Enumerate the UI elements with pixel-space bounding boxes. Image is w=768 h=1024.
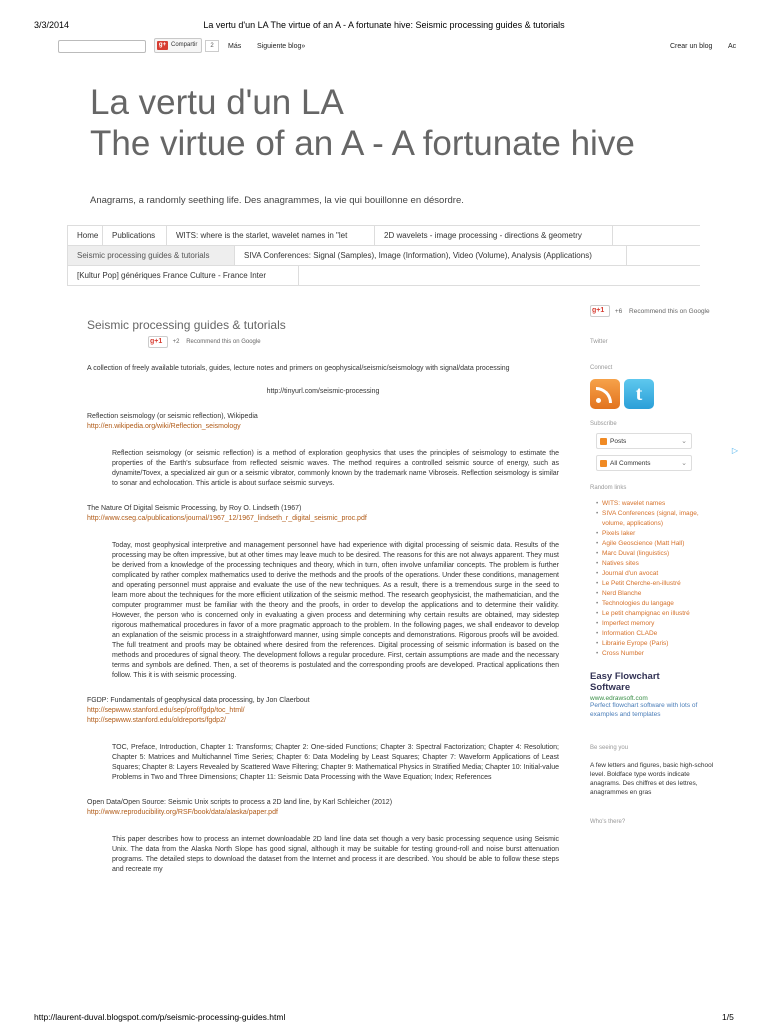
gplus-share-count: 2: [205, 40, 219, 52]
random-links-list: [590, 499, 720, 659]
reference-quote: This paper describes how to process an internet downloadable 2D land line data set though a very basic processing sequence using Seismic Unix. The data from the Alaska North Slope has good signal, although it may be suitable for testing ground-roll and noise burst attenuation programs. The detailed steps to download the dataset from the Internet and process it are described. You should be able to follow these steps and recreate my: [112, 836, 559, 873]
gplus-recommend-text: Recommend this on Google: [629, 307, 710, 315]
reference-link[interactable]: http://www.reproducibility.org/RSF/book/data/alaska/paper.pdf: [87, 809, 278, 816]
random-link[interactable]: • Marc Duval (linguistics): [596, 549, 720, 559]
reference-title: Reflection seismology (or seismic reflection), Wikipedia: [87, 413, 258, 420]
gplus-recommend-text: Recommend this on Google: [186, 339, 261, 345]
reference-title: Open Data/Open Source: Seismic Unix scripts to process a 2D land line, by Karl Schleicher (2012): [87, 799, 393, 806]
random-link[interactable]: • Le petit champignac en illustré: [596, 609, 720, 619]
blog-title-line2: The virtue of an A - A fortunate hive: [90, 124, 635, 163]
subscribe-comments-dropdown[interactable]: [596, 455, 692, 471]
reference-item: [87, 696, 559, 783]
tab-2d-wavelets[interactable]: 2D wavelets - image processing - directions & geometry: [375, 226, 613, 245]
sidebar-gplus-widget: [590, 305, 720, 321]
tab-publications[interactable]: Publications: [103, 226, 167, 245]
random-link[interactable]: • Nerd Blanche: [596, 589, 720, 599]
gplus-icon: g+1: [150, 338, 163, 345]
navbar-search-input[interactable]: [58, 40, 146, 53]
print-header: [0, 0, 768, 36]
tabs-row: [67, 225, 700, 245]
reference-quote: TOC, Preface, Introduction, Chapter 1: Transforms; Chapter 2: One-sided Functions; Chapter 3: Spectral Factorization; Chapter 4: Resolution; Chapter 5: Matrices and Multichannel Time Series; Chapter 6: Data Modeling by Least Squares; Chapter 7: Waveform Applications of Least Squares; Chapter 8: Layers Revealed by Scattered Wave Filtering; Chapter 9: Mathematical Physics in Stratified Media; Chapter 10: Initial-value Problems in Two and Three Dimensions; Chapter 11: Seismic Data Processing with the Wave Equation; Index; References: [112, 744, 559, 781]
reference-title: FGDP: Fundamentals of geophysical data processing, by Jon Claerbout: [87, 697, 310, 704]
ad-title[interactable]: Easy Flowchart Software: [590, 671, 660, 693]
tabs-row: [67, 245, 700, 265]
blog-title[interactable]: [90, 82, 635, 164]
gplus-icon: g+: [158, 42, 167, 48]
feed-icon: [600, 460, 607, 467]
random-link[interactable]: • Journal d'un avocat: [596, 569, 720, 579]
gplus-count: +6: [614, 307, 623, 315]
ad-text[interactable]: Perfect flowchart software with lots of examples and templates: [590, 702, 698, 718]
post-intro: A collection of freely available tutorials, guides, lecture notes and primers on geophysical/seismic/seismology with signal/data processing: [87, 365, 510, 372]
reference-quote: Reflection seismology (or seismic reflection) is a method of exploration geophysics that uses the principles of seismology to estimate the properties of the Earth's subsurface from reflected seismic waves. The method requires a controlled seismic source of energy, such as dynamite/Tovex, a specialized air gun or a seismic vibrator, commonly known by the trademark name Vibroseis. Reflection seismology is similar to sonar and echolocation. This article is about surface seismic surveys.: [112, 450, 559, 487]
blog-description: Anagrams, a randomly seething life. Des anagrammes, la vie qui bouillonne en désordre.: [90, 195, 464, 206]
be-seeing-you-heading: Be seeing you: [590, 745, 629, 751]
print-page-title: La vertu d'un LA The virtue of an A - A fortunate hive: Seismic processing guides & tutorials: [203, 20, 565, 30]
random-links-heading: Random links: [590, 485, 627, 491]
gplus-one-button[interactable]: [590, 305, 610, 317]
reference-link[interactable]: http://en.wikipedia.org/wiki/Reflection_seismology: [87, 423, 241, 430]
tab-seismic-processing[interactable]: Seismic processing guides & tutorials: [67, 246, 235, 265]
tab-siva-conferences[interactable]: SIVA Conferences: Signal (Samples), Image (Information), Video (Volume), Analysis (Applications): [235, 246, 627, 265]
pages-tabs: [67, 225, 700, 286]
print-page-number: 1/5: [722, 1012, 734, 1022]
random-link[interactable]: • Information CLADe: [596, 629, 720, 639]
gplus-icon: g+1: [592, 307, 605, 314]
sign-in-link[interactable]: Ac: [728, 43, 737, 50]
be-seeing-you-text: A few letters and figures, basic high-school level. Boldface type words indicate anagrams. Des chiffres et des lettres, anagrammes en gras: [590, 762, 714, 796]
random-link[interactable]: • Technologies du langage: [596, 599, 720, 609]
gplus-one-button[interactable]: [148, 336, 168, 348]
subscribe-heading: Subscribe: [590, 421, 617, 427]
tab-kultur-pop[interactable]: [Kultur Pop] génériques France Culture - France Inter: [67, 266, 299, 285]
chevron-down-icon: ⌄: [681, 438, 687, 445]
print-footer-url: http://laurent-duval.blogspot.com/p/seismic-processing-guides.html: [34, 1012, 286, 1022]
tabs-row: [67, 265, 700, 286]
sidebar: [590, 305, 720, 825]
connect-icons: [590, 379, 720, 409]
post-gplus-widget: [148, 336, 261, 350]
connect-heading: Connect: [590, 365, 613, 371]
more-link[interactable]: Más: [228, 43, 242, 50]
subscribe-posts-label: Posts: [610, 438, 627, 445]
twitter-icon[interactable]: t: [624, 379, 654, 409]
short-url-link[interactable]: http://tinyurl.com/seismic-processing: [266, 388, 380, 395]
random-link[interactable]: • SIVA Conferences (signal, image, volume, applications): [596, 509, 720, 529]
print-date: 3/3/2014: [34, 20, 70, 30]
twitter-heading: Twitter: [590, 339, 608, 345]
gplus-share-label: Compartir: [171, 42, 198, 48]
rss-icon[interactable]: [590, 379, 620, 409]
random-link[interactable]: • Le Petit Cherche-en-illustré: [596, 579, 720, 589]
post-title: Seismic processing guides & tutorials: [87, 318, 286, 332]
random-link[interactable]: • Natives sites: [596, 559, 720, 569]
chevron-down-icon: ⌄: [681, 460, 687, 467]
random-link[interactable]: • WITS: wavelet names: [596, 499, 720, 509]
blogger-navbar: [58, 38, 768, 56]
reference-title: The Nature Of Digital Seismic Processing, by Roy O. Lindseth (1967): [87, 505, 302, 512]
random-link[interactable]: • Pixels laker: [596, 529, 720, 539]
reference-item: [87, 504, 559, 681]
reference-link[interactable]: http://www.cseg.ca/publications/journal/1967_12/1967_lindseth_r_digital_seismic_proc.pdf: [87, 515, 367, 522]
tab-wits[interactable]: WITS: where is the starlet, wavelet names in "let: [167, 226, 375, 245]
create-blog-link[interactable]: Crear un blog: [670, 43, 713, 50]
reference-item: [87, 798, 559, 875]
gplus-share-button[interactable]: [154, 38, 202, 53]
reference-link[interactable]: http://sepwww.stanford.edu/sep/prof/fgdp/toc_html/: [87, 707, 245, 714]
tab-home[interactable]: Home: [67, 226, 103, 245]
random-link[interactable]: • Agile Geoscience (Matt Hall): [596, 539, 720, 549]
next-blog-link[interactable]: Siguiente blog»: [257, 43, 306, 50]
random-link[interactable]: • Cross Number: [596, 649, 720, 659]
reference-link-secondary[interactable]: http://sepwww.stanford.edu/oldreports/fgdp2/: [87, 717, 226, 724]
ad-url[interactable]: www.edrawsoft.com: [590, 695, 648, 702]
feed-icon: [600, 438, 607, 445]
whos-there-heading: Who's there?: [590, 819, 626, 825]
random-link[interactable]: • Librairie Eyrope (Paris): [596, 639, 720, 649]
reference-item: [87, 412, 559, 489]
gplus-count: +2: [172, 339, 180, 345]
blog-title-line1: La vertu d'un LA: [90, 83, 344, 122]
reference-quote: Today, most geophysical interpretive and management personnel have had experience with digital processing of seismic data. Results of the processing may be often impressive, but at other times may leave much to be desired. The reasons for this are not always apparent. They must be derived from a knowledge of the processing techniques and theory, which in turn, often involve unfamiliar concepts. The problem is further complicated by rather complex mathematics used to derive the methods and the proofs of the operations. Under these conditions, management and operating personnel must appraise and evaluate the use of the new techniques. As a result, there is a tremendous surge in the seed to learn more about the techniques for the more efficient utilization of the seismic method. The research geophysicist, the mathematician, and the computer programmer must be familiar with the theory and the proofs, in order to develop the applications and to determine their validity. However, the person who is concerned only in evaluating a given process and determining why certain results are obtained, may sidestep rigorous mathematical procedures in favor of a more pragmatic approach to the problem. In the following pages, we shall endeavor to develop an explanation of the seismic process in a straightforward manner, using simple concepts and demonstrations. Rigorous proofs will be avoided. The full treatment and proofs may be obtained where desired from the references. Digital processing of seismic information is based on the methods and procedures of signal theory. The development follows a regular procedure. First, certain assumptions are made and the necessary terms and symbols are defined. Then, a set of theorems is postulated and the corresponding proofs are developed. Practical applications then follow. This it is with seismic processing.: [112, 542, 559, 679]
adchoices-icon[interactable]: ▷: [731, 446, 738, 455]
subscribe-comments-label: All Comments: [610, 460, 651, 467]
subscribe-posts-dropdown[interactable]: [596, 433, 692, 449]
post-body: [87, 364, 559, 890]
random-link[interactable]: • Imperfect memory: [596, 619, 720, 629]
sidebar-ad[interactable]: [590, 671, 720, 719]
